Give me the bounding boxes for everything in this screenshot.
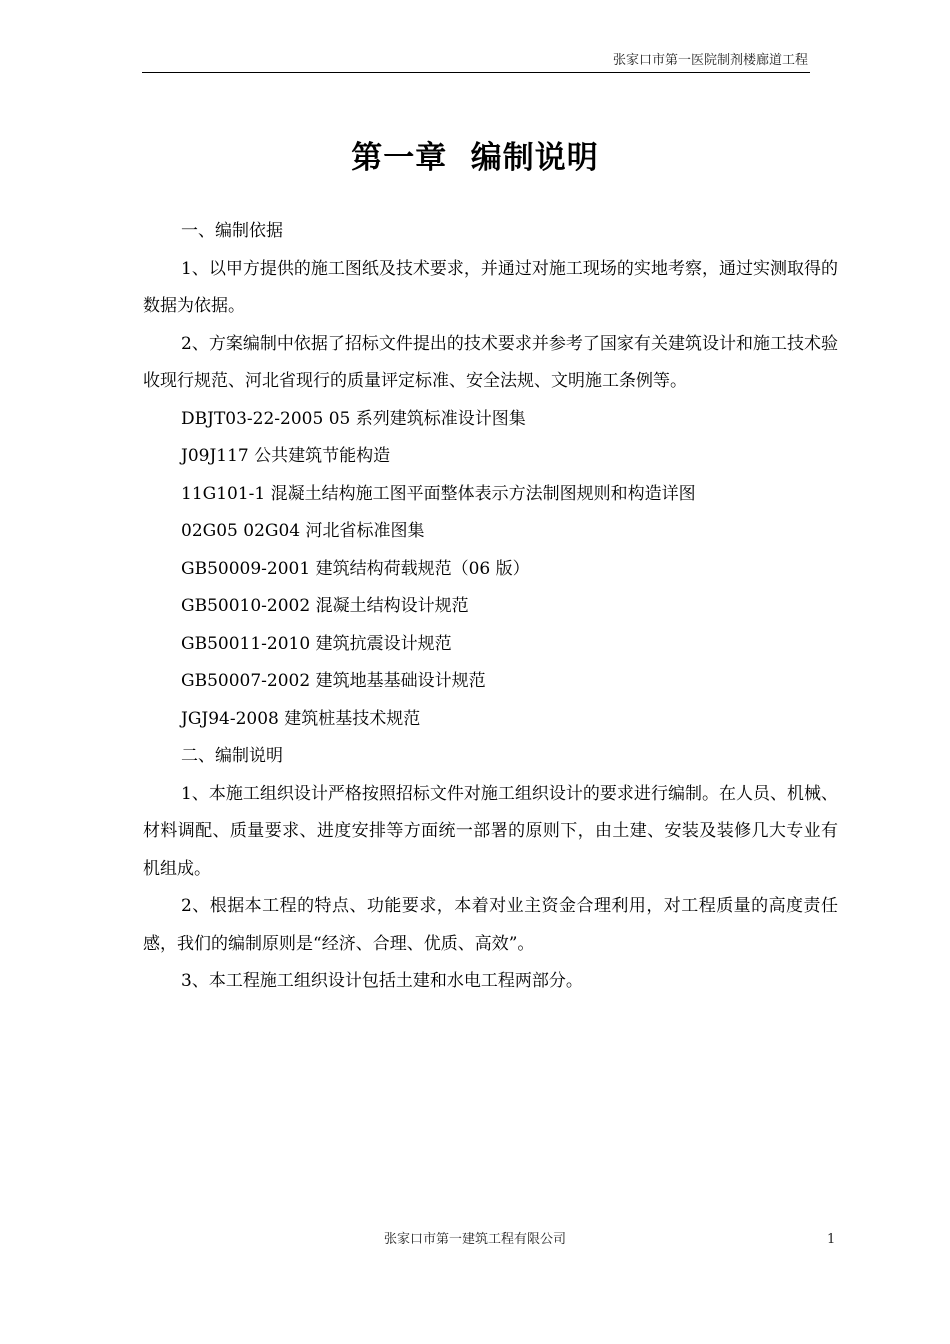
reference-item: GB50009-2001 建筑结构荷载规范（06 版）	[181, 558, 530, 579]
header-divider	[142, 72, 810, 73]
paragraph-explanation-3: 3、本工程施工组织设计包括土建和水电工程两部分。	[181, 971, 583, 991]
header-project-title: 张家口市第一医院制剂楼廊道工程	[612, 53, 808, 68]
paragraph-basis-1: 1、以甲方提供的施工图纸及技术要求，并通过对施工现场的实地考察，通过实测取得的数据为依据。	[143, 258, 838, 316]
reference-item: 02G05 02G04 河北省标准图集	[181, 521, 425, 541]
document-body	[143, 213, 838, 1001]
reference-item: J09J117 公共建筑节能构造	[181, 446, 391, 466]
footer-company: 张家口市第一建筑工程有限公司	[383, 1232, 566, 1247]
section-heading-basis: 一、编制依据	[181, 221, 283, 241]
reference-item: JGJ94-2008 建筑桩基技术规范	[181, 708, 421, 729]
reference-item: 11G101-1 混凝土结构施工图平面整体表示方法制图规则和构造详图	[181, 483, 696, 504]
section-heading-explanation: 二、编制说明	[181, 746, 283, 766]
paragraph-explanation-2: 2、根据本工程的特点、功能要求，本着对业主资金合理利用，对工程质量的高度责任感，我们的编制原则是“经济、合理、优质、高效”。	[143, 896, 838, 954]
reference-item: GB50011-2010 建筑抗震设计规范	[181, 633, 452, 654]
reference-list	[143, 401, 838, 739]
reference-item: DBJT03-22-2005 05 系列建筑标准设计图集	[181, 408, 526, 429]
paragraph-basis-2: 2、方案编制中依据了招标文件提出的技术要求并参考了国家有关建筑设计和施工技术验收现行规范、河北省现行的质量评定标准、安全法规、文明施工条例等。	[143, 333, 838, 391]
page-number: 1	[827, 1232, 836, 1247]
chapter-title: 第一章 编制说明	[351, 140, 599, 176]
paragraph-explanation-1: 1、本施工组织设计严格按照招标文件对施工组织设计的要求进行编制。在人员、机械、材料调配、质量要求、进度安排等方面统一部署的原则下，由土建、安装及装修几大专业有机组成。	[143, 783, 838, 879]
reference-item: GB50007-2002 建筑地基基础设计规范	[181, 671, 486, 691]
reference-item: GB50010-2002 混凝土结构设计规范	[181, 596, 469, 616]
